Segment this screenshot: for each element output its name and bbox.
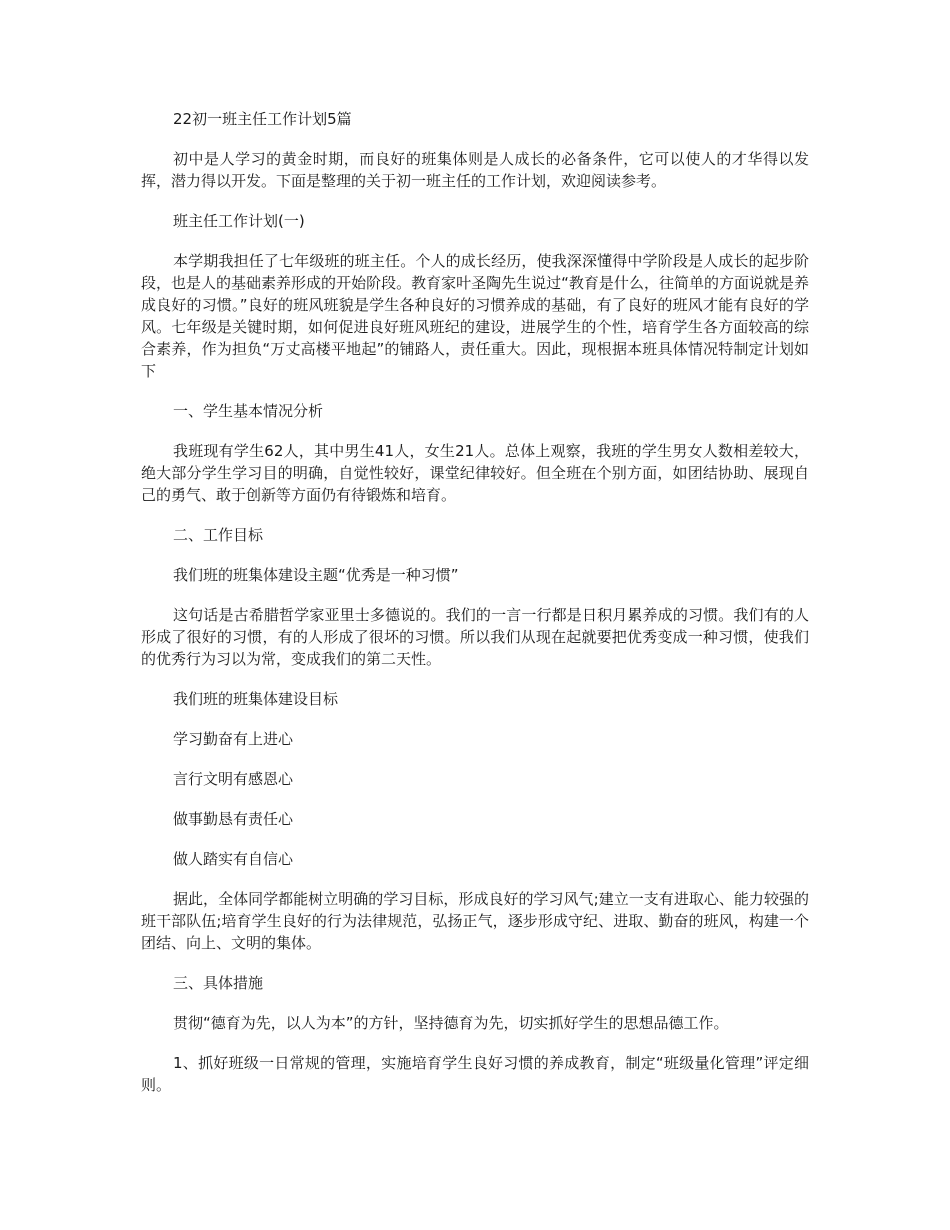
goal-list-item: 做人踏实有自信心 (173, 850, 294, 868)
body-paragraph: 这句话是古希腊哲学家亚里士多德说的。我们的一言一行都是日积月累养成的习惯。我们有的人形成了很好的习惯，有的人形成了很坏的习惯。所以我们从现在起就要把优秀变成一种习惯，使我们的优秀行为习以为常，变成我们的第二天性。 (141, 606, 809, 668)
body-paragraph: 我们班的班集体建设目标 (173, 690, 339, 708)
body-paragraph: 据此，全体同学都能树立明确的学习目标，形成良好的学习风气;建立一支有进取心、能力较强的班干部队伍;培育学生良好的行为法律规范，弘扬正气，逐步形成守纪、进取、勤奋的班风，构建一个团结、向上、文明的集体。 (141, 890, 809, 952)
body-paragraph: 贯彻“德育为先，以人为本”的方针，坚持德育为先，切实抓好学生的思想品德工作。 (173, 1014, 729, 1032)
body-paragraph: 本学期我担任了七年级班的班主任。个人的成长经历，使我深深懂得中学阶段是人成长的起步阶段，也是人的基础素养形成的开始阶段。教育家叶圣陶先生说过“教育是什么，往简单的方面说就是养成良好的习惯。”良好的班风班貌是学生各种良好的习惯养成的基础，有了良好的班风才能有良好的学风。七年级是关键时期，如何促进良好班风班纪的建设，进展学生的个性，培育学生各方面较高的综合素养，作为担负“万丈高楼平地起”的铺路人，责任重大。因此，现根据本班具体情况特制定计划如下 (141, 252, 809, 380)
document-title: 22初一班主任工作计划5篇 (173, 110, 352, 128)
section-heading-plan-one: 班主任工作计划(一) (173, 212, 305, 230)
goal-list-item: 学习勤奋有上进心 (173, 730, 294, 748)
section-heading-measures: 三、具体措施 (173, 974, 264, 992)
section-heading-work-goals: 二、工作目标 (173, 526, 264, 544)
body-paragraph: 我们班的班集体建设主题“优秀是一种习惯” (173, 566, 459, 584)
section-heading-student-analysis: 一、学生基本情况分析 (173, 402, 324, 420)
document-body (141, 108, 809, 1114)
goal-list-item: 做事勤恳有责任心 (173, 810, 294, 828)
goal-list-item: 言行文明有感恩心 (173, 770, 294, 788)
body-paragraph: 我班现有学生62人，其中男生41人，女生21人。总体上观察，我班的学生男女人数相差较大，绝大部分学生学习目的明确，自觉性较好，课堂纪律较好。但全班在个别方面，如团结协助、展现自己的勇气、敢于创新等方面仍有待锻炼和培育。 (141, 442, 809, 504)
intro-paragraph: 初中是人学习的黄金时期，而良好的班集体则是人成长的必备条件，它可以使人的才华得以发挥，潜力得以开发。下面是整理的关于初一班主任的工作计划，欢迎阅读参考。 (141, 150, 809, 190)
body-paragraph: 1、抓好班级一日常规的管理，实施培育学生良好习惯的养成教育，制定“班级量化管理”评定细则。 (141, 1054, 809, 1094)
